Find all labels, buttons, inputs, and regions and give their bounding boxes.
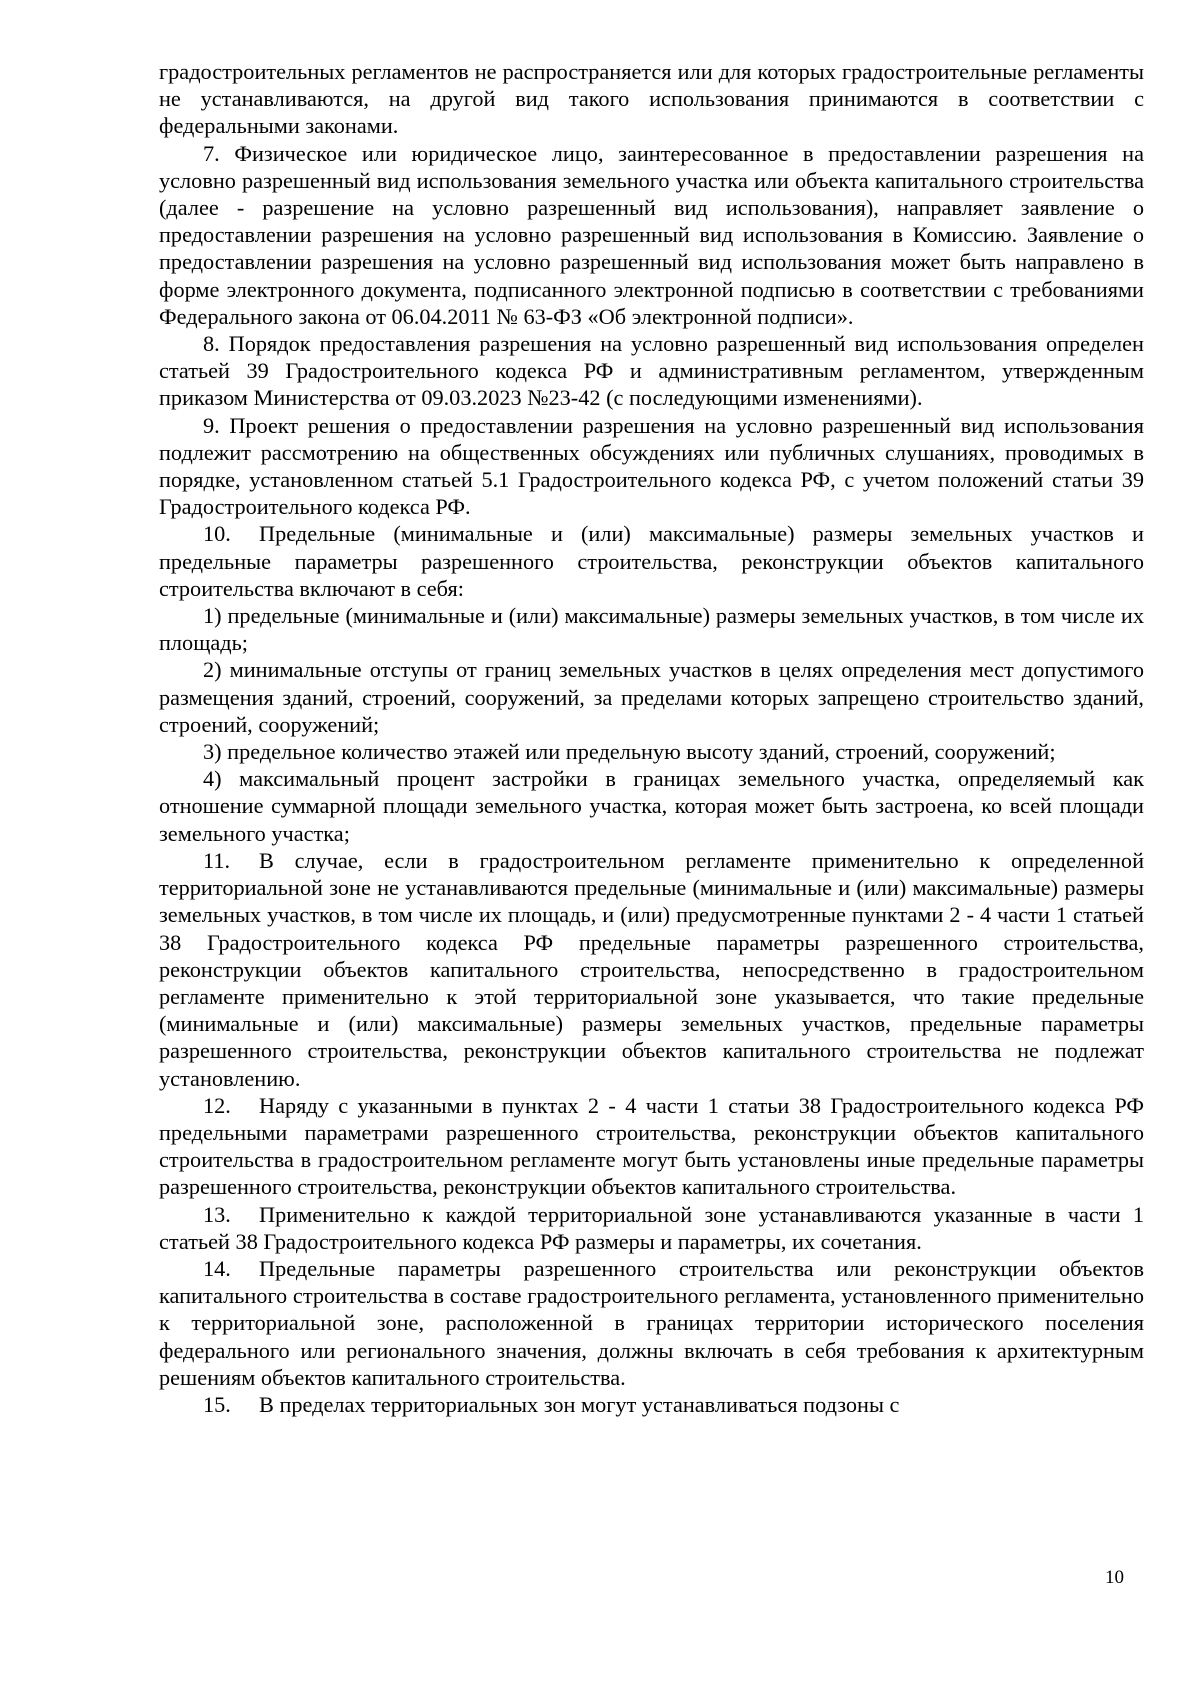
paragraph-number: 10. xyxy=(203,521,231,547)
list-item-10-1: 1) предельные (минимальные и (или) максимальные) размеры земельных участков, в том числе их площадь; xyxy=(159,603,1144,656)
paragraph-text: В случае, если в градостроительном регламенте применительно к определенной территориальной зоне не устанавливаются предельные (минимальные и (или) максимальные) размеры земельных участков, в том числе их площадь, и (или) предусмотренные пунктами 2 - 4 части 1 статьей 38 Градостроительного кодекса РФ предельные параметры разрешенного строительства, реконструкции объектов капитального строительства, непосредственно в градостроительном регламенте применительно к этой территориальной зоне указывается, что такие предельные (минимальные и (или) максимальные) размеры земельных участков, предельные параметры разрешенного строительства, реконструкции объектов капитального строительства не подлежат установлению. xyxy=(159,847,1144,1091)
list-item-10-4: 4) максимальный процент застройки в границах земельного участка, определяемый как отношение суммарной площади земельного участка, которая может быть застроена, ко всей площади земельного участка; xyxy=(159,766,1144,846)
list-item-10-3: 3) предельное количество этажей или предельную высоту зданий, строений, сооружений; xyxy=(203,739,1056,765)
paragraph-8: 8. Порядок предоставления разрешения на условно разрешенный вид использования определен статьей 39 Градостроительного кодекса РФ и административным регламентом, утвержденным приказом Министерства от 09.03.2023 №23-42 (с последующими изменениями). xyxy=(159,331,1144,411)
paragraph-12 xyxy=(159,1092,1144,1201)
paragraph-9: 9. Проект решения о предоставлении разрешения на условно разрешенный вид использования подлежит рассмотрению на общественных обсуждениях или публичных слушаниях, проводимых в порядке, установленном статьей 5.1 Градостроительного кодекса РФ, с учетом положений статьи 39 Градостроительного кодекса РФ. xyxy=(159,412,1144,520)
paragraph-text: В пределах территориальных зон могут устанавливаться подзоны с xyxy=(259,1391,900,1417)
paragraph-number: 12. xyxy=(203,1092,231,1118)
paragraph-number: 14. xyxy=(203,1255,231,1281)
list-item-10-2: 2) минимальные отступы от границ земельных участков в целях определения мест допустимого размещения зданий, строений, сооружений, за пределами которых запрещено строительство зданий, строений, сооружений; xyxy=(159,657,1144,737)
document-body xyxy=(159,58,1144,1418)
paragraph-number: 15. xyxy=(203,1391,231,1417)
paragraph-number: 13. xyxy=(203,1201,231,1227)
paragraph-text: Предельные (минимальные и (или) максимальные) размеры земельных участков и предельные параметры разрешенного строительства, реконструкции объектов капитального строительства включают в себя: xyxy=(159,521,1144,601)
paragraph-number: 11. xyxy=(203,847,231,873)
paragraph-11 xyxy=(159,847,1144,1092)
paragraph-continuation: градостроительных регламентов не распространяется или для которых градостроительные регламенты не устанавливаются, на другой вид такого использования принимаются в соответствии с федеральными законами. xyxy=(159,59,1144,139)
paragraph-7: 7. Физическое или юридическое лицо, заинтересованное в предоставлении разрешения на условно разрешенный вид использования земельного участка или объекта капитального строительства (далее - разрешение на условно разрешенный вид использования), направляет заявление о предоставлении разрешения на условно разрешенный вид использования в Комиссию. Заявление о предоставлении разрешения на условно разрешенный вид использования может быть направлено в форме электронного документа, подписанного электронной подписью в соответствии с требованиями Федерального закона от 06.04.2011 № 63-ФЗ «Об электронной подписи». xyxy=(159,140,1144,329)
paragraph-text: Применительно к каждой территориальной зоне устанавливаются указанные в части 1 статьей 38 Градостроительного кодекса РФ размеры и параметры, их сочетания. xyxy=(159,1201,1144,1254)
paragraph-10 xyxy=(159,520,1144,602)
paragraph-13 xyxy=(159,1201,1144,1255)
paragraph-15 xyxy=(159,1391,1144,1418)
paragraph-text: Наряду с указанными в пунктах 2 - 4 части 1 статьи 38 Градостроительного кодекса РФ предельными параметрами разрешенного строительства, реконструкции объектов капитального строительства в градостроительном регламенте могут быть установлены иные предельные параметры разрешенного строительства, реконструкции объектов капитального строительства. xyxy=(159,1092,1144,1200)
paragraph-14 xyxy=(159,1255,1144,1391)
paragraph-text: Предельные параметры разрешенного строительства или реконструкции объектов капитального строительства в составе градостроительного регламента, установленного применительно к территориальной зоне, расположенной в границах территории исторического поселения федерального или регионального значения, должны включать в себя требования к архитектурным решениям объектов капитального строительства. xyxy=(159,1255,1144,1390)
page-number: 10 xyxy=(1105,1567,1124,1588)
